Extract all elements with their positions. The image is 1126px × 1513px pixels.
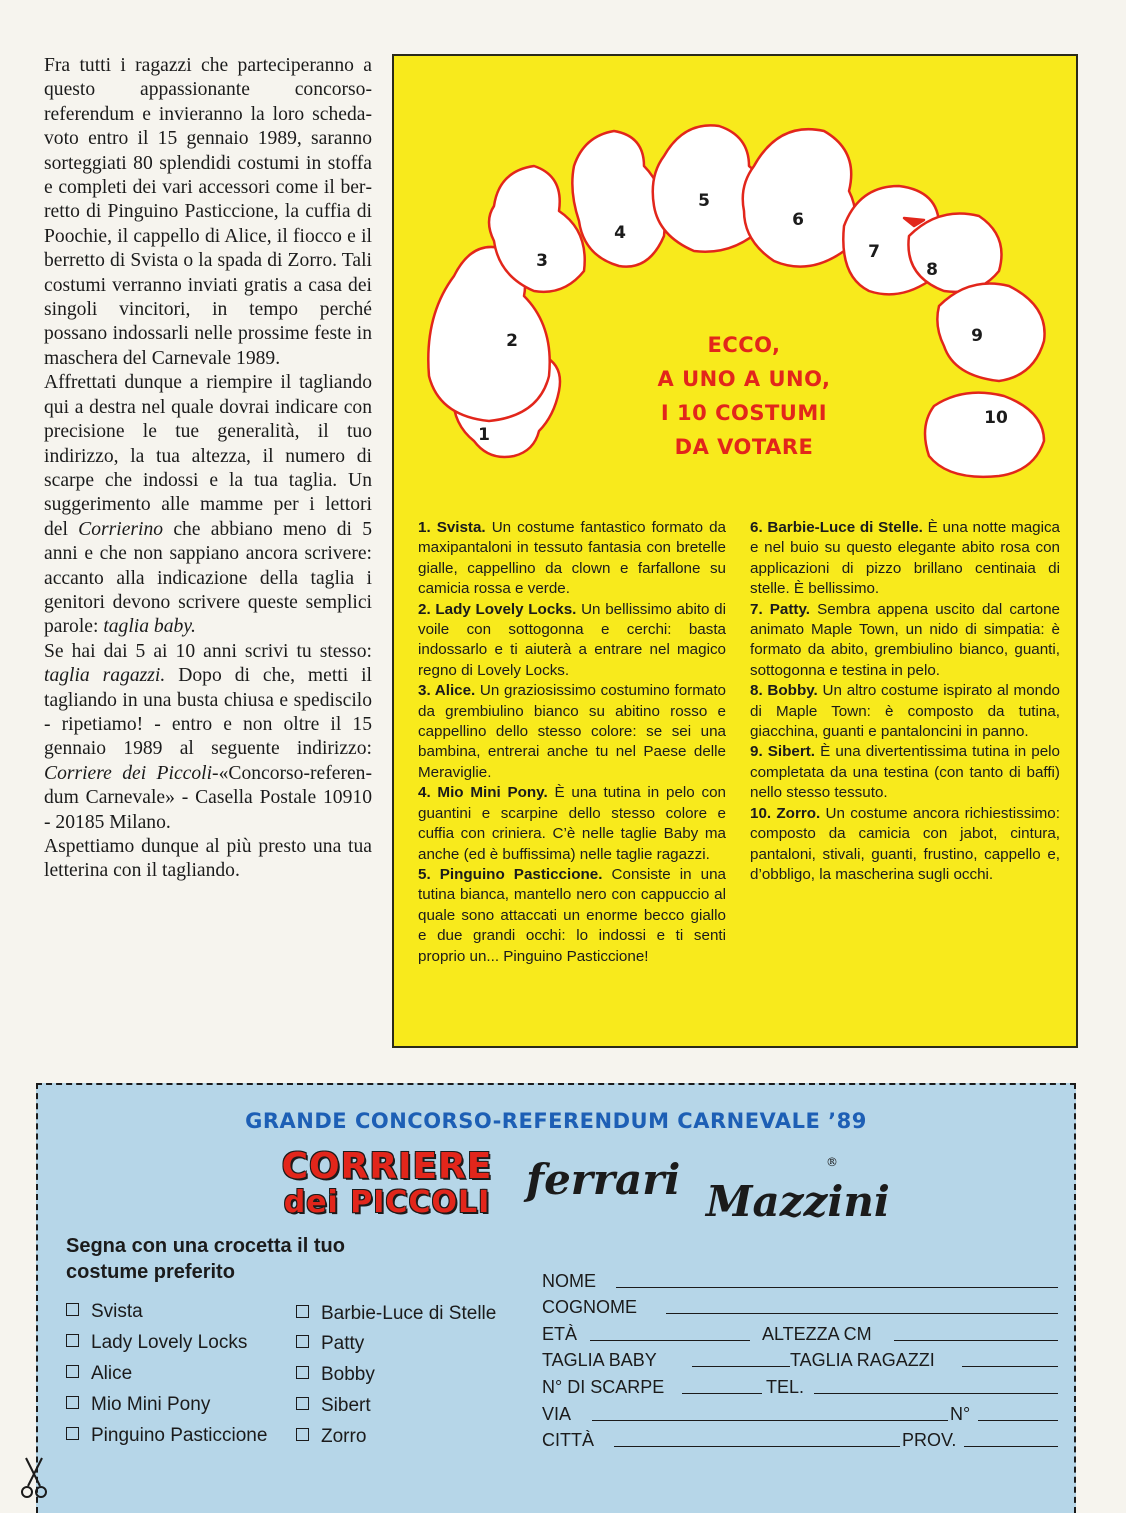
costume-text: È una divertentissima tutina in pelo completata da una testina (con tanto di baffi) nello stesso tessuto.: [750, 743, 1060, 802]
referendum-coupon: [36, 1083, 1076, 1513]
choice-label: Lady Lovely Locks: [91, 1332, 248, 1353]
costume-text: Un graziosissimo costumino formato da grembiulino bianco su abitino rosso e cappellino dello stesso colore: se sei una bambina, entrerai anche tu nel Paese delle Meraviglie.: [418, 682, 726, 781]
article-text: [44, 54, 372, 884]
logo-text: Mazzini: [706, 1177, 890, 1226]
article-text-run: che abbiano meno di 5 anni e che non sappiano ancora scrivere: accanto alla indicazione della taglia i genitori devono scrivere queste semplici parole:: [44, 518, 372, 638]
label-tel: TEL.: [766, 1377, 805, 1397]
costume-description-6: [750, 518, 1060, 600]
costume-text: Un costume fantastico formato da maxipantaloni in tessuto fantasia con bretelle gialle, cappellino da clown e farfallone su camicia rossa e verde.: [418, 519, 726, 598]
choice-mio-mini-pony[interactable]: [66, 1394, 210, 1416]
choice-label: Bobby: [321, 1364, 375, 1385]
choice-pinguino-pasticcione[interactable]: [66, 1425, 267, 1447]
costume-number-1: 1: [478, 425, 490, 445]
article-italic-taglia-baby: taglia baby.: [103, 616, 196, 638]
checkbox[interactable]: [296, 1366, 309, 1379]
costume-name: 5. Pinguino Pasticcione.: [418, 865, 603, 883]
choice-svista[interactable]: [66, 1301, 143, 1323]
costume-description-10: [750, 804, 1060, 886]
choice-label: Sibert: [321, 1395, 371, 1416]
costume-description-8: [750, 681, 1060, 742]
costume-number-9: 9: [971, 326, 983, 346]
checkbox[interactable]: [296, 1428, 309, 1441]
article-italic-corrierino: Corrierino: [78, 518, 164, 540]
choice-sibert[interactable]: [296, 1395, 371, 1417]
label-taglia-ragazzi: TAGLIA RAGAZZI: [790, 1350, 935, 1370]
costume-panel: [392, 54, 1078, 1048]
checkbox[interactable]: [296, 1397, 309, 1410]
choice-label: Zorro: [321, 1426, 367, 1447]
panel-heading-line: ECCO,: [707, 333, 781, 357]
checkbox[interactable]: [66, 1365, 79, 1378]
panel-heading-line: A UNO A UNO,: [657, 367, 831, 391]
choice-label: Pinguino Pasticcione: [91, 1425, 268, 1446]
panel-heading-line: DA VOTARE: [674, 435, 814, 459]
field-taglia-ragazzi[interactable]: [962, 1366, 1058, 1367]
costume-description-1: [418, 518, 726, 600]
article-italic-corriere: Corriere dei Piccoli: [44, 762, 213, 784]
checkbox[interactable]: [66, 1303, 79, 1316]
label-prov: PROV.: [902, 1430, 957, 1450]
field-eta[interactable]: [590, 1340, 750, 1341]
choice-label: Patty: [321, 1333, 365, 1354]
checkbox[interactable]: [296, 1305, 309, 1318]
costume-description-7: [750, 600, 1060, 682]
costume-number-8: 8: [926, 260, 938, 280]
choice-patty[interactable]: [296, 1333, 364, 1355]
label-taglia-baby: TAGLIA BABY: [542, 1350, 657, 1370]
coupon-title: GRANDE CONCORSO-REFERENDUM CARNEVALE ’89: [245, 1109, 867, 1133]
costume-number-5: 5: [698, 191, 710, 211]
costume-number-3: 3: [536, 251, 548, 271]
checkbox[interactable]: [296, 1335, 309, 1348]
label-nome: NOME: [542, 1271, 596, 1291]
choice-bobby[interactable]: [296, 1364, 375, 1386]
costume-text: Sembra appena uscito dal cartone animato Maple Town, un nido di simpatia: è formato da abito, grembiulino bianco, guanti, sottogonna e testina in pelo.: [750, 600, 1060, 679]
ferrari-mazzini-logo: [526, 1155, 926, 1235]
costume-name: 9. Sibert.: [750, 743, 816, 761]
costume-text: Un altro costume ispirato al mondo di Maple Town: è composto da tutina, giacchina, guanti e pantaloncini in panno.: [750, 682, 1060, 741]
costume-name: 7. Patty.: [750, 600, 811, 618]
article-paragraph-3: [44, 640, 372, 835]
costume-description-4: [418, 783, 726, 865]
label-via: VIA: [542, 1404, 572, 1424]
coupon-instruction: Segna con una crocetta il tuo costume preferito: [66, 1235, 345, 1283]
silhouette-9: [937, 284, 1044, 382]
field-altezza[interactable]: [894, 1340, 1058, 1341]
corriere-dei-piccoli-logo: [274, 1146, 500, 1229]
choice-barbie-luce-di-stelle[interactable]: [296, 1303, 496, 1325]
panel-heading-line: I 10 COSTUMI: [660, 401, 828, 425]
costume-text: Consiste in una tutina bianca, mantello nero con cappuccio al quale sono attaccati un enorme becco giallo e due grandi occhi: lo indossi e ti senti proprio un... Pinguino Pasticcione!: [418, 865, 726, 965]
costume-number-6: 6: [792, 210, 804, 230]
costume-text: È una notte magica e nel buio su questo elegante abito rosa con applicazioni di pizzo brillano centinaia di stelle. È bellissimo.: [750, 519, 1060, 598]
costume-description-9: [750, 742, 1060, 803]
costume-text: Un costume ancora richiestissimo: composto da camicia con jabot, cintura, pantaloni, stivali, guanti, frustino, cappello e, d’obbligo, la mascherina sugli occhi.: [750, 804, 1060, 883]
article-text-run: Affrettati dunque a riempire il tagliando qui a destra nel quale dovrai indicare con precisione le tue generalità, il tuo indirizzo, la tua altezza, il numero di scarpe che indossi e la tua taglia. Un suggerimento alle mamme per i lettori del: [44, 372, 372, 540]
silhouette-10: [925, 393, 1044, 477]
label-citta: CITTÀ: [542, 1430, 594, 1450]
article-text-run: -«Concorso-referendum Carnevale» - Casella Postale 10910 - 20185 Milano.: [44, 762, 372, 833]
costume-number-2: 2: [506, 331, 518, 351]
costume-description-3: [418, 681, 726, 783]
costume-name: 4. Mio Mini Pony.: [418, 784, 548, 802]
logo-text: dei PICCOLI: [283, 1185, 491, 1220]
label-scarpe: N° DI SCARPE: [542, 1377, 665, 1397]
costume-descriptions-right: [750, 518, 1060, 885]
article-text-run: Se hai dai 5 ai 10 anni scrivi tu stesso:: [44, 640, 372, 662]
costume-number-4: 4: [614, 223, 626, 243]
label-cognome: COGNOME: [542, 1297, 638, 1317]
article-paragraph-4: Aspettiamo dunque al più presto una tua letterina con il tagliando.: [44, 836, 372, 882]
label-altezza: ALTEZZA CM: [762, 1324, 872, 1344]
label-eta: ETÀ: [542, 1324, 578, 1344]
panel-heading: [624, 328, 864, 464]
costume-description-5: [418, 865, 726, 967]
costume-name: 1. Svista.: [418, 519, 486, 536]
field-cognome[interactable]: [666, 1313, 1058, 1314]
costume-number-7: 7: [868, 242, 880, 262]
choice-label: Svista: [91, 1301, 143, 1322]
costume-descriptions-left: [418, 518, 726, 967]
checkbox[interactable]: [66, 1334, 79, 1347]
registered-mark: ®: [826, 1155, 838, 1169]
logo-text: CORRIERE: [281, 1146, 493, 1187]
article-paragraph-2: [44, 371, 372, 639]
field-nome[interactable]: [616, 1287, 1058, 1288]
field-tel[interactable]: [814, 1393, 1058, 1394]
silhouette-6: [743, 129, 856, 266]
article-paragraph-1: Fra tutti i ragazzi che parteciperanno a questo appassionante concorso-referendum e invieranno la loro scheda-voto entro il 15 gennaio 1989, saranno sorteggiati 80 splendidi costumi in stoffa e completi dei vari accessori come il berretto di Pinguino Pasticcione, la cuffia di Poochie, il cappello di Alice, il fiocco e il berretto di Svista o la spada di Zorro. Tali costumi verranno inviati gratis a casa dei singoli vincitori, in tempo perché possano indossarli nelle prossime feste in maschera del Carnevale 1989.: [44, 55, 372, 369]
costume-name: 8. Bobby.: [750, 682, 818, 700]
checkbox[interactable]: [66, 1427, 79, 1440]
costume-name: 3. Alice.: [418, 682, 476, 700]
choice-label: Barbie-Luce di Stelle: [321, 1303, 497, 1324]
costume-number-10: 10: [984, 408, 1008, 428]
field-prov[interactable]: [964, 1446, 1058, 1447]
article-text-run: Dopo di che, metti il tagliando in una busta chiusa e spediscilo - ripetiamo! - entro e non oltre il 15 gennaio 1989 al seguente indirizzo:: [44, 665, 372, 760]
choice-lady-lovely-locks[interactable]: [66, 1332, 247, 1354]
costume-name: 6. Barbie-Luce di Stelle.: [750, 519, 923, 536]
field-taglia-baby[interactable]: [692, 1366, 790, 1367]
choice-zorro[interactable]: [296, 1426, 366, 1448]
costume-name: 2. Lady Lovely Locks.: [418, 600, 577, 618]
field-via[interactable]: [592, 1420, 948, 1421]
label-numero: N°: [950, 1404, 971, 1424]
silhouette-4: [572, 131, 665, 267]
costume-text: Un bellissimo abito di voile con sottogonna e cerchi: basta indossarlo e ti aiuterà a entrare nel magico regno di Lovely Locks.: [418, 600, 726, 679]
field-scarpe[interactable]: [682, 1393, 762, 1394]
field-numero[interactable]: [978, 1420, 1058, 1421]
article-italic-taglia-ragazzi: taglia ragazzi.: [44, 665, 166, 687]
scissors-icon: [20, 1456, 50, 1500]
choice-label: Mio Mini Pony: [91, 1394, 211, 1415]
costume-description-2: [418, 600, 726, 682]
choice-label: Alice: [91, 1363, 133, 1384]
choice-alice[interactable]: [66, 1363, 132, 1385]
logo-text: ferrari: [526, 1155, 681, 1204]
costume-name: 10. Zorro.: [750, 804, 821, 822]
field-citta[interactable]: [614, 1446, 900, 1447]
checkbox[interactable]: [66, 1396, 79, 1409]
costume-text: È una tutina in pelo con guantini e scarpine dello stesso colore e cuffia con criniera. C’è nelle taglie Baby ma anche (ed è buffissima) nelle taglie ragazzi.: [418, 784, 726, 863]
